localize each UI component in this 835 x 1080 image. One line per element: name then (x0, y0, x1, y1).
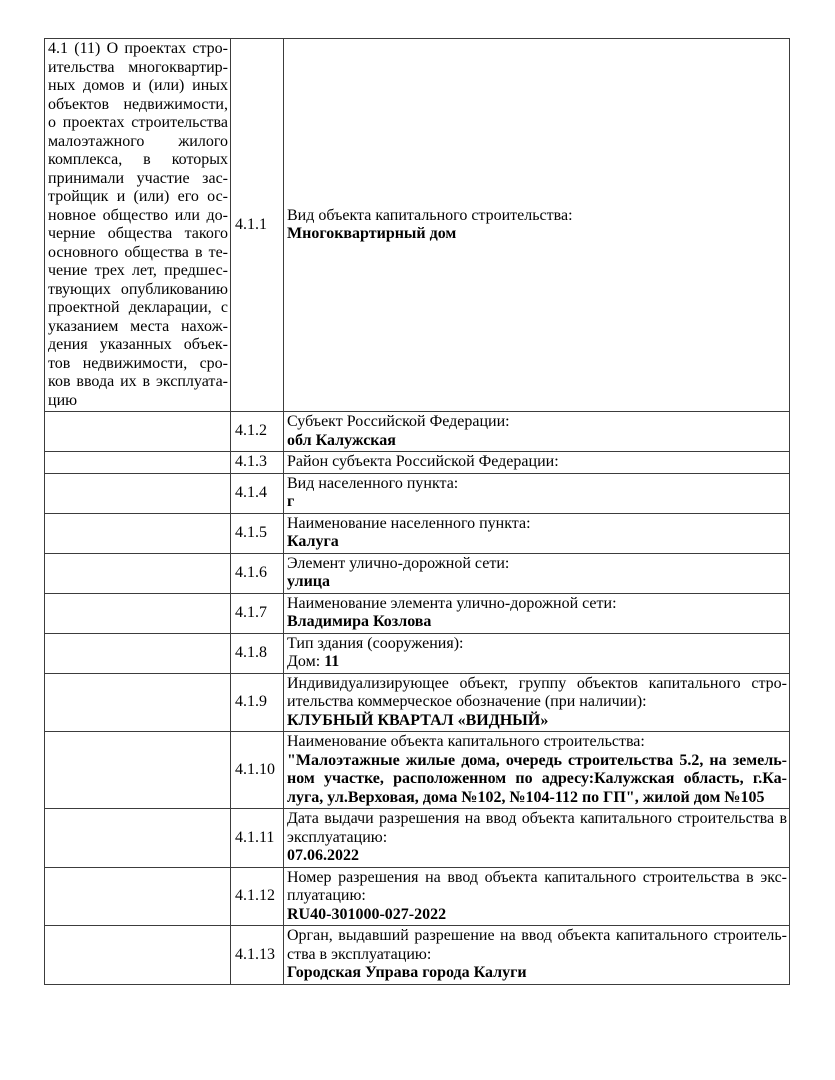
value-text: "Малоэтажные жилые дома, очередь строительства 5.2, на земель- (287, 751, 787, 769)
table-row-4.1.10 (45, 732, 790, 809)
text-line (48, 355, 228, 374)
text-line (287, 770, 787, 789)
text-line (287, 613, 787, 632)
label-text: тройщик и (или) его ос- (48, 188, 228, 205)
table-row-4.1.12 (45, 867, 790, 926)
row-number: 4.1.7 (231, 593, 284, 633)
label-text: 4.1 (11) О проектах стро- (48, 40, 228, 57)
empty-description-cell (45, 809, 231, 868)
label-text: Наименование элемента улично-дорожной сети: (287, 594, 617, 612)
text-line (287, 453, 787, 472)
empty-description-cell (45, 867, 231, 926)
empty-description-cell (45, 673, 231, 732)
label-text: Орган, выдавший разрешение на ввод объекта капитального строитель- (287, 927, 787, 944)
text-line (48, 77, 228, 96)
row-content (284, 473, 790, 513)
row-content (284, 39, 790, 412)
value-text: 07.06.2022 (287, 847, 359, 864)
text-line (287, 693, 787, 712)
text-line (287, 733, 787, 752)
text-line (287, 752, 787, 771)
text-line (287, 946, 787, 965)
empty-description-cell (45, 513, 231, 553)
row-number: 4.1.5 (231, 513, 284, 553)
label-text: проектной декларации, с (48, 299, 228, 316)
text-line (287, 515, 787, 534)
row-number: 4.1.8 (231, 633, 284, 673)
row-content (284, 809, 790, 868)
value-text: Калуга (287, 533, 339, 550)
text-line (287, 964, 787, 983)
text-line (287, 869, 787, 888)
text-line (287, 635, 787, 654)
row-content (284, 513, 790, 553)
label-text: Элемент улично-дорожной сети: (287, 554, 510, 572)
value-text: улица (287, 573, 331, 590)
text-line (287, 906, 787, 925)
label-text: Дом: (287, 653, 325, 670)
table-row-4.1.6 (45, 553, 790, 593)
row-number: 4.1.6 (231, 553, 284, 593)
row-content (284, 673, 790, 732)
label-text: черние общества такого (48, 225, 228, 242)
label-text: о проектах строительства (48, 114, 228, 131)
table-row-4.1.9 (45, 673, 790, 732)
row-content (284, 412, 790, 452)
label-text: Номер разрешения на ввод объекта капитального строительства в экс- (287, 868, 787, 886)
label-text: указанием места нахож- (48, 317, 228, 335)
value-text: луга, ул.Верховая, дома №102, №104-112 по ГП", жилой дом №105 (287, 788, 765, 806)
text-line (48, 188, 228, 207)
label-text: тов недвижимости, сро- (48, 354, 228, 372)
label-text: плуатацию: (287, 887, 366, 904)
text-line (287, 927, 787, 946)
row-content (284, 452, 790, 474)
row-number: 4.1.3 (231, 452, 284, 474)
text-line (48, 225, 228, 244)
text-line (48, 114, 228, 133)
empty-description-cell (45, 926, 231, 985)
label-text: Вид населенного пункта: (287, 474, 459, 492)
text-line (48, 392, 228, 411)
empty-description-cell (45, 633, 231, 673)
value-text: ном участке, расположенном по адресу:Калужская область, г.Ка- (287, 770, 787, 787)
row-content (284, 926, 790, 985)
label-text: ков ввода их в эксплуата- (48, 373, 228, 390)
empty-description-cell (45, 412, 231, 452)
value-text: Владимира Козлова (287, 613, 432, 630)
value-text: 11 (324, 653, 340, 670)
label-text: ительства многоквартир- (48, 58, 228, 76)
row-number: 4.1.9 (231, 673, 284, 732)
text-line (48, 59, 228, 78)
text-line (48, 133, 228, 152)
text-line (287, 712, 787, 731)
label-text: цию (48, 391, 78, 409)
text-line (287, 829, 787, 848)
text-line (287, 789, 787, 808)
label-text: Наименование населенного пункта: (287, 514, 531, 532)
text-line (48, 40, 228, 59)
label-text: Субъект Российской Федерации: (287, 413, 510, 430)
row-content (284, 867, 790, 926)
text-line (287, 887, 787, 906)
value-text: Городская Управа города Калуги (287, 964, 527, 981)
row-content (284, 593, 790, 633)
table-row-4.1.2 (45, 412, 790, 452)
text-line (48, 318, 228, 337)
label-text: Тип здания (сооружения): (287, 634, 464, 652)
text-line (48, 244, 228, 263)
text-line (287, 533, 787, 552)
label-text: ительства коммерческое обозначение (при наличии): (287, 693, 647, 710)
value-text: г (287, 493, 295, 510)
text-line (287, 847, 787, 866)
label-text: Наименование объекта капитального строительства: (287, 733, 645, 750)
text-line (287, 595, 787, 614)
value-text: КЛУБНЫЙ КВАРТАЛ «ВИДНЫЙ» (287, 711, 549, 729)
row-content (284, 553, 790, 593)
text-line (48, 299, 228, 318)
label-text: твующих опубликованию (48, 280, 228, 298)
row-number: 4.1.10 (231, 732, 284, 809)
row-content (284, 732, 790, 809)
text-line (287, 675, 787, 694)
text-line (48, 336, 228, 355)
text-line (287, 413, 787, 432)
row-number: 4.1.13 (231, 926, 284, 985)
empty-description-cell (45, 732, 231, 809)
row-content (284, 633, 790, 673)
declaration-table-body (45, 39, 790, 985)
table-row-4.1.7 (45, 593, 790, 633)
empty-description-cell (45, 473, 231, 513)
value-text: RU40-301000-027-2022 (287, 905, 447, 923)
empty-description-cell (45, 593, 231, 633)
empty-description-cell (45, 553, 231, 593)
text-line (287, 493, 787, 512)
label-text: основного общества в те- (48, 243, 228, 261)
label-text: ства в эксплуатацию: (287, 945, 432, 963)
declaration-table (44, 38, 790, 985)
text-line (48, 96, 228, 115)
text-line (48, 262, 228, 281)
label-text: объектов недвижимости, (48, 95, 228, 113)
table-row-4.1.3 (45, 452, 790, 474)
text-line (287, 555, 787, 574)
label-text: новное общество или до- (48, 206, 228, 224)
text-line (287, 225, 787, 244)
text-line (287, 653, 787, 672)
label-text: чение трех лет, предшес- (48, 262, 228, 279)
text-line (48, 207, 228, 226)
label-text: Индивидуализирующее объект, группу объектов капитального стро- (287, 674, 787, 692)
table-row-4.1.4 (45, 473, 790, 513)
text-line (48, 281, 228, 300)
row-number: 4.1.4 (231, 473, 284, 513)
label-text: Дата выдачи разрешения на ввод объекта капитального строительства в (287, 810, 787, 827)
table-row-4.1.11 (45, 809, 790, 868)
text-line (48, 151, 228, 170)
value-text: Многоквартирный дом (287, 225, 457, 242)
row-number: 4.1.11 (231, 809, 284, 868)
table-row-4.1.5 (45, 513, 790, 553)
text-line (48, 373, 228, 392)
text-line (287, 810, 787, 829)
label-text: малоэтажного жилого (48, 132, 228, 150)
text-line (287, 573, 787, 592)
text-line (287, 475, 787, 494)
text-line (48, 170, 228, 189)
label-text: эксплуатацию: (287, 828, 388, 846)
label-text: дения указанных объек- (48, 336, 228, 353)
row-number: 4.1.12 (231, 867, 284, 926)
empty-description-cell (45, 452, 231, 474)
value-text: обл Калужская (287, 431, 396, 449)
label-text: принимали участие зас- (48, 169, 228, 187)
row-number: 4.1.2 (231, 412, 284, 452)
text-line (287, 207, 787, 226)
table-row-4.1.1 (45, 39, 790, 412)
label-text: ных домов и (или) иных (48, 77, 228, 94)
text-line (287, 432, 787, 451)
table-row-4.1.8 (45, 633, 790, 673)
label-text: Район субъекта Российской Федерации: (287, 453, 559, 470)
label-text: Вид объекта капитального строительства: (287, 206, 573, 224)
label-text: комплекса, в которых (48, 151, 228, 168)
row-number: 4.1.1 (231, 39, 284, 412)
table-row-4.1.13 (45, 926, 790, 985)
section-description-cell (45, 39, 231, 412)
